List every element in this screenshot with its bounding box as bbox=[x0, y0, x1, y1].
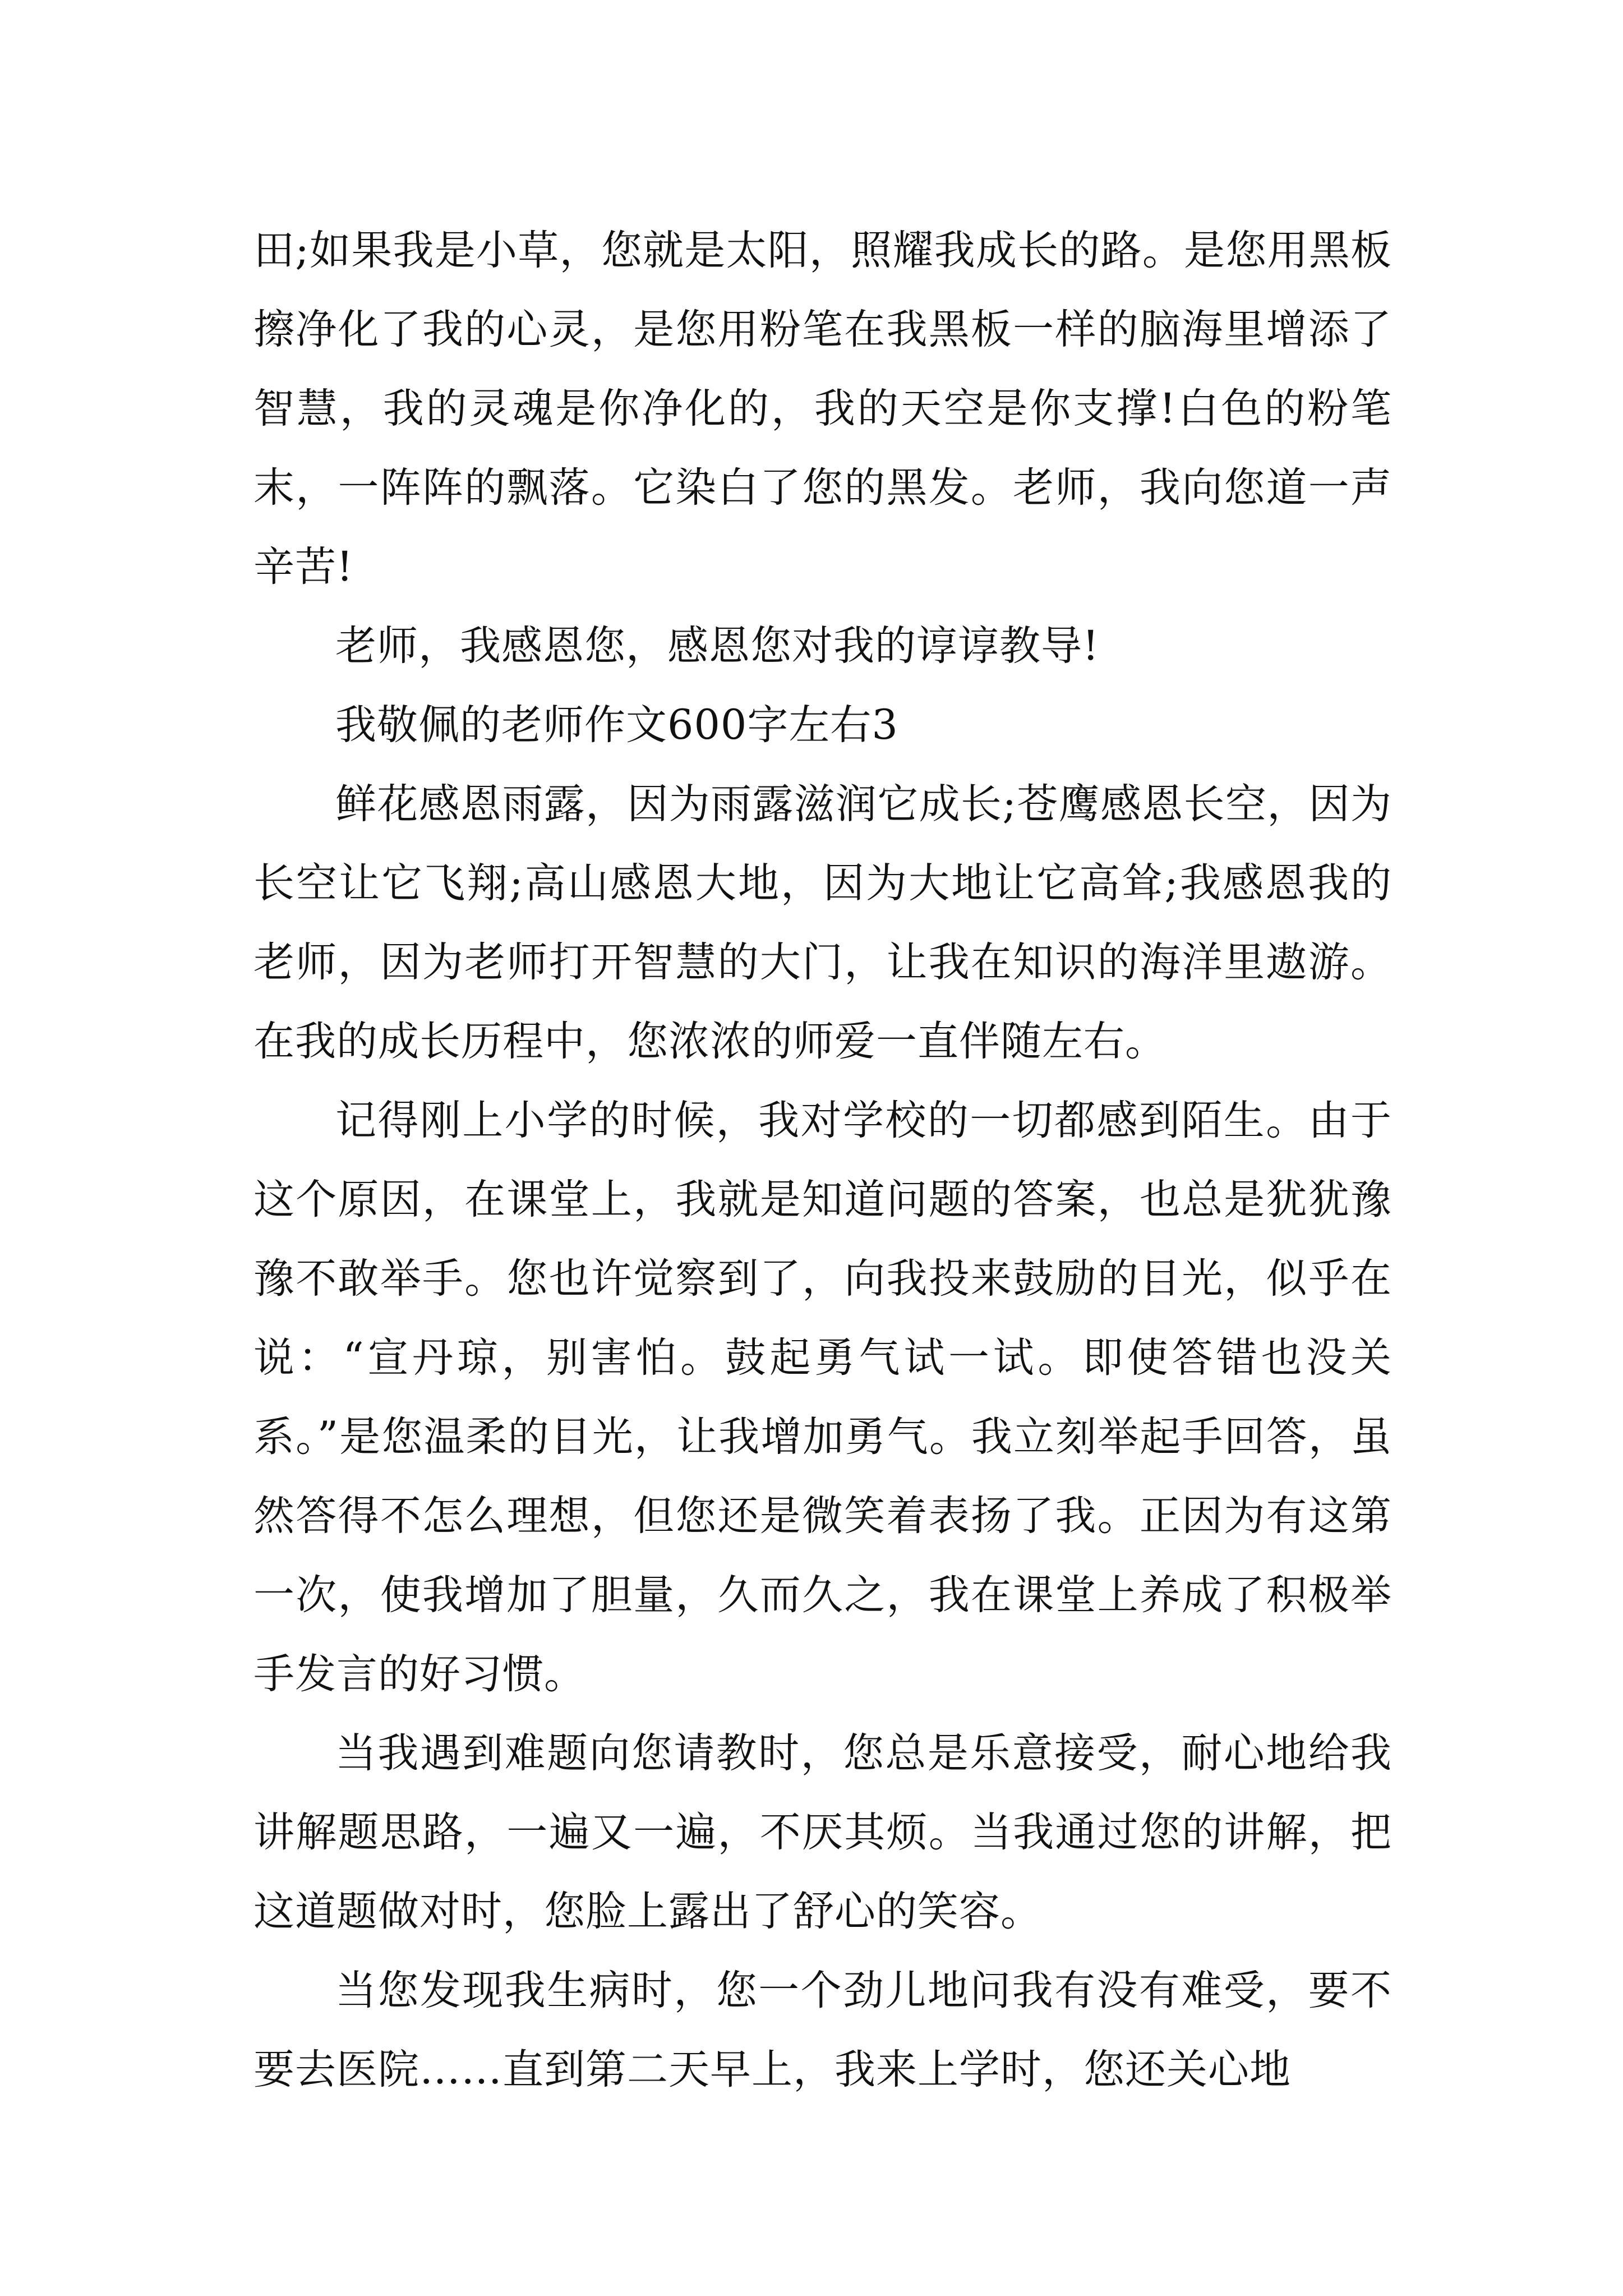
paragraph-difficult-problem: 当我遇到难题向您请教时，您总是乐意接受，耐心地给我讲解题思路，一遍又一遍，不厌其烦。当我通过您的讲解，把这道题做对时，您脸上露出了舒心的笑容。 bbox=[253, 1729, 1392, 1935]
paragraph-continuation: 田;如果我是小草，您就是太阳，照耀我成长的路。是您用黑板擦净化了我的心灵，是您用粉笔在我黑板一样的脑海里增添了智慧，我的灵魂是你净化的，我的天空是你支撑!白色的粉笔末，一阵阵的飘落。它染白了您的黑发。老师，我向您道一声辛苦! bbox=[253, 227, 1392, 591]
essay-heading: 我敬佩的老师作文600字左右3 bbox=[335, 701, 898, 749]
paragraph-gratitude: 鲜花感恩雨露，因为雨露滋润它成长;苍鹰感恩长空，因为长空让它飞翔;高山感恩大地，因为大地让它高耸;我感恩我的老师，因为老师打开智慧的大门，让我在知识的海洋里遨游。在我的成长历程中，您浓浓的师爱一直伴随左右。 bbox=[253, 780, 1392, 1065]
document-body bbox=[253, 211, 1392, 2109]
paragraph-thanks: 老师，我感恩您，感恩您对我的谆谆教导! bbox=[335, 622, 1100, 670]
paragraph-illness: 当您发现我生病时，您一个劲儿地问我有没有难受，要不要去医院……直到第二天早上，我来上学时，您还关心地 bbox=[253, 1967, 1392, 2093]
paragraph-first-day: 记得刚上小学的时候，我对学校的一切都感到陌生。由于这个原因，在课堂上，我就是知道问题的答案，也总是犹犹豫豫不敢举手。您也许觉察到了，向我投来鼓励的目光，似乎在说：“宣丹琼，别害怕。鼓起勇气试一试。即使答错也没关系。”是您温柔的目光，让我增加勇气。我立刻举起手回答，虽然答得不怎么理想，但您还是微笑着表扬了我。正因为有这第一次，使我增加了胆量，久而久之，我在课堂上养成了积极举手发言的好习惯。 bbox=[253, 1097, 1392, 1698]
